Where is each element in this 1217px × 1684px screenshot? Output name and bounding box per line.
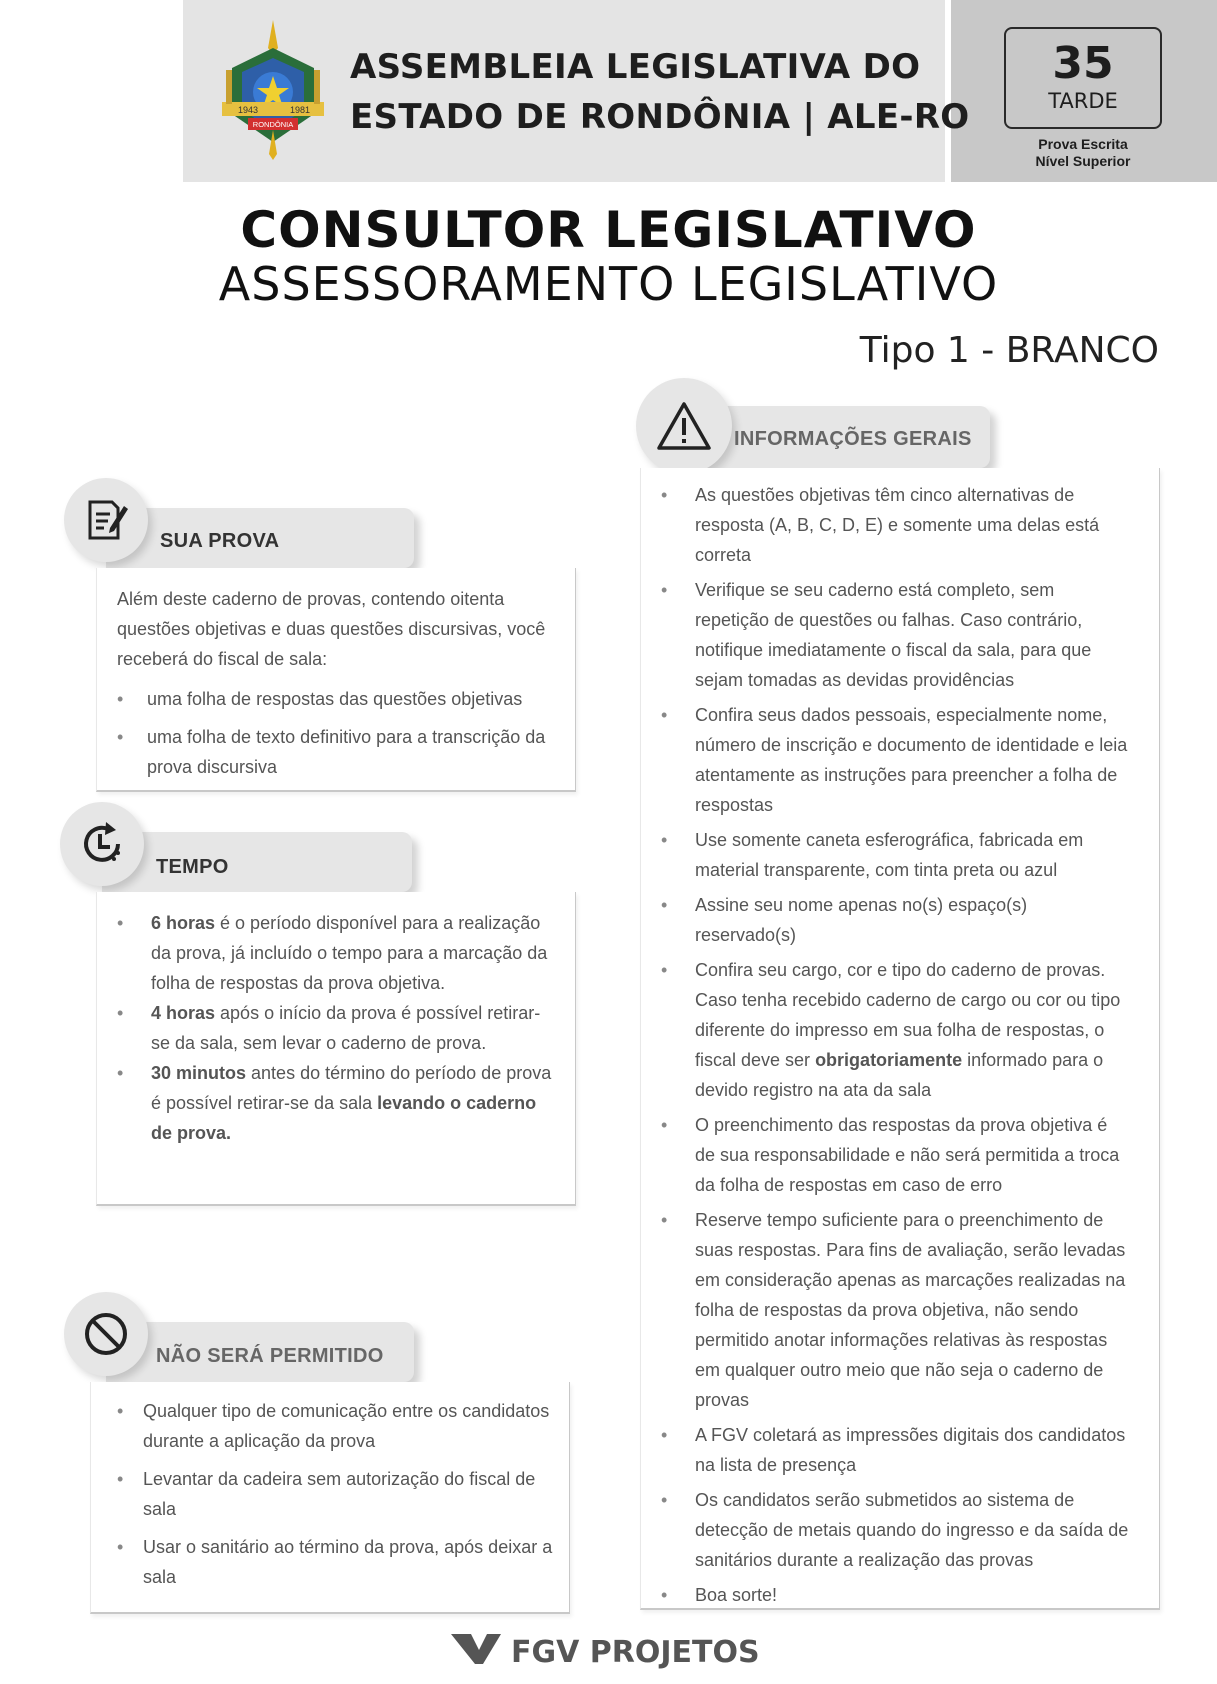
- nao-permitido-list: [117, 1396, 553, 1592]
- position-title: CONSULTOR LEGISLATIVO: [240, 201, 977, 259]
- list-item: • Levantar da cadeira sem autorização do fiscal de sala: [117, 1464, 553, 1524]
- institution-title-line2: ESTADO DE RONDÔNIA | ALE-RO: [350, 97, 970, 137]
- list-item: [661, 1110, 1131, 1200]
- section-icon-circle: [636, 378, 732, 474]
- info-emphasis: obrigatoriamente: [815, 1050, 963, 1070]
- info-text: Os candidatos serão submetidos ao sistema de detecção de metais quando do ingresso e da saída de sanitários durante a realização das provas: [695, 1490, 1129, 1570]
- institution-title: [350, 42, 970, 142]
- informacoes-box: [640, 468, 1160, 1610]
- crest-year-right: 1981: [290, 105, 311, 115]
- exam-period: TARDE: [1048, 89, 1118, 113]
- list-item: • uma folha de texto definitivo para a transcrição da prova discursiva: [117, 722, 559, 782]
- section-header-bar: [102, 832, 412, 892]
- list-item: [661, 700, 1131, 820]
- list-item: • uma folha de respostas das questões objetivas: [117, 684, 559, 714]
- section-title-tempo: TEMPO: [156, 856, 229, 878]
- list-item: [661, 575, 1131, 695]
- list-item: [661, 1580, 1131, 1610]
- booklet-type: Tipo 1 - BRANCO: [859, 330, 1159, 371]
- prohibited-icon: [83, 1311, 129, 1357]
- clock-history-icon: [78, 820, 126, 868]
- nao-permitido-box: [90, 1382, 570, 1614]
- list-item: [661, 825, 1131, 885]
- list-item: [117, 908, 559, 998]
- info-text: As questões objetivas têm cinco alternativas de resposta (A, B, C, D, E) e somente uma delas está correta: [695, 485, 1100, 565]
- info-text: A FGV coletará as impressões digitais dos candidatos na lista de presença: [695, 1425, 1126, 1475]
- booklet-number: 35: [1052, 38, 1114, 89]
- institution-title-line1: ASSEMBLEIA LEGISLATIVA DO: [350, 47, 921, 87]
- tempo-list: [117, 908, 559, 1148]
- info-text: Verifique se seu caderno está completo, sem repetição de questões ou falhas. Caso contrário, notifique imediatamente o fiscal da sala, para que sejam tomadas as devidas providências: [695, 580, 1092, 690]
- fgv-projetos-logo: [0, 1630, 1217, 1675]
- tempo-emphasis: levando o caderno de prova.: [151, 1093, 537, 1143]
- list-item: • Usar o sanitário ao término da prova, após deixar a sala: [117, 1532, 553, 1592]
- exam-type-line1: Prova Escrita: [1038, 136, 1128, 152]
- info-text: O preenchimento das respostas da prova objetiva é de sua responsabilidade e não será permitida a troca da folha de respostas em caso de erro: [695, 1115, 1120, 1195]
- tempo-box: [96, 892, 576, 1206]
- info-text: informado para o devido registro na ata da sala: [695, 1050, 1104, 1100]
- info-text: Use somente caneta esferográfica, fabricada em material transparente, com tinta preta ou azul: [695, 830, 1084, 880]
- list-item: [661, 955, 1131, 1105]
- tempo-duration: 4 horas: [151, 1003, 216, 1023]
- sua-prova-box: [96, 568, 576, 792]
- footer-logo-text: FGV PROJETOS: [510, 1635, 760, 1670]
- sua-prova-list: [117, 684, 559, 782]
- exam-type: [1004, 136, 1162, 170]
- info-text: Confira seu cargo, cor e tipo do caderno de provas. Caso tenha recebido caderno de cargo ou cor ou tipo diferente do impresso em sua folha de respostas, o fiscal deve ser: [695, 960, 1121, 1070]
- list-item: [661, 1205, 1131, 1415]
- warning-icon: [656, 401, 712, 451]
- info-text: Assine seu nome apenas no(s) espaço(s) reservado(s): [695, 895, 1028, 945]
- section-icon-circle: [64, 1292, 148, 1376]
- rondonia-crest-icon: [222, 18, 324, 160]
- section-title-sua-prova: SUA PROVA: [160, 530, 280, 552]
- tempo-duration: 6 horas: [151, 913, 216, 933]
- list-item: [661, 890, 1131, 950]
- section-title-nao-permitido: NÃO SERÁ PERMITIDO: [156, 1345, 384, 1367]
- list-item: • Qualquer tipo de comunicação entre os candidatos durante a aplicação da prova: [117, 1396, 553, 1456]
- info-text: Boa sorte!: [695, 1585, 778, 1605]
- list-item: [117, 998, 559, 1058]
- list-item: [117, 1058, 559, 1148]
- edit-document-icon: [84, 498, 128, 542]
- tempo-duration: 30 minutos: [151, 1063, 247, 1083]
- tempo-text: após o início da prova é possível retirar-se da sala, sem levar o caderno de prova.: [151, 1003, 541, 1053]
- booklet-number-box: [1004, 27, 1162, 129]
- list-item: [661, 1420, 1131, 1480]
- section-icon-circle: [60, 802, 144, 886]
- crest-year-left: 1943: [238, 105, 259, 115]
- position-subtitle: ASSESSORAMENTO LEGISLATIVO: [218, 257, 999, 311]
- section-title-informacoes: INFORMAÇÕES GERAIS: [734, 428, 972, 450]
- list-item: [661, 1485, 1131, 1575]
- fgv-logo-icon: [449, 1630, 769, 1670]
- section-icon-circle: [64, 478, 148, 562]
- informacoes-list: [661, 480, 1131, 1610]
- sua-prova-intro: Além deste caderno de provas, contendo oitenta questões objetivas e duas questões discursivas, você receberá do fiscal de sala:: [117, 589, 546, 669]
- crest-banner: RONDÔNIA: [252, 120, 294, 129]
- tempo-text: é o período disponível para a realização da prova, já incluído o tempo para a marcação da folha de respostas da prova objetiva.: [151, 913, 548, 993]
- exam-type-line2: Nível Superior: [1035, 153, 1131, 169]
- list-item: [661, 480, 1131, 570]
- tempo-text: antes do término do período de prova é possível retirar-se da sala: [151, 1063, 552, 1113]
- info-text: Confira seus dados pessoais, especialmente nome, número de inscrição e documento de identidade e leia atentamente as instruções para preencher a folha de respostas: [695, 705, 1128, 815]
- info-text: Reserve tempo suficiente para o preenchimento de suas respostas. Para fins de avaliação, serão levadas em consideração apenas as marcações realizadas na folha de respostas da prova objetiva, não sendo permitido anotar informações relativas às respostas em qualquer outro meio que não seja o caderno de provas: [695, 1210, 1126, 1410]
